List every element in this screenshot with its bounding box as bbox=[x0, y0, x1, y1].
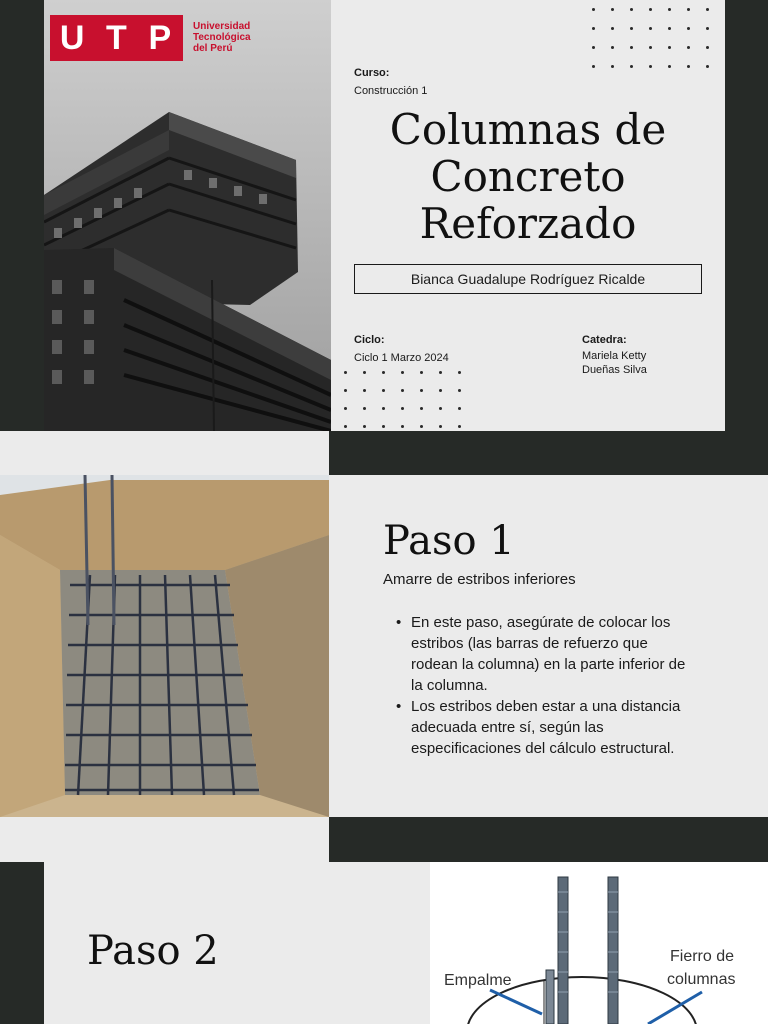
logo-wordmark bbox=[193, 21, 251, 54]
course-label: Curso: bbox=[354, 67, 390, 79]
logo-letter-t: T bbox=[106, 18, 129, 57]
logo-line-1: Universidad bbox=[193, 21, 251, 32]
step1-bullet-list bbox=[393, 612, 693, 759]
cycle-label: Ciclo: bbox=[354, 334, 385, 346]
chair-value-line-1: Mariela Ketty bbox=[582, 350, 647, 362]
list-item: • En este paso, asegúrate de colocar los estribos (las barras de refuerzo que rodean la columna) en la parte inferior de la columna. bbox=[393, 612, 693, 696]
chair-label: Catedra: bbox=[582, 334, 627, 346]
utp-logo bbox=[50, 15, 260, 61]
logo-letter-p: P bbox=[148, 18, 174, 57]
rebar-trench-illustration bbox=[0, 475, 329, 817]
dot-pattern-middle bbox=[344, 371, 461, 428]
building-illustration bbox=[44, 0, 331, 431]
page-title bbox=[340, 106, 716, 247]
right-dark-strip-top bbox=[725, 0, 768, 475]
bars-label-line-2: columnas bbox=[667, 971, 736, 988]
step1-subtitle: Amarre de estribos inferiores bbox=[383, 571, 576, 588]
dot-pattern-top bbox=[592, 8, 709, 68]
splice-diagram bbox=[430, 862, 768, 1024]
list-item: • Los estribos deben estar a una distancia adecuada entre sí, según las especificaciones del cálculo estructural. bbox=[393, 696, 693, 759]
bars-label-line-1: Fierro de bbox=[670, 948, 735, 965]
dark-band-1 bbox=[329, 431, 768, 475]
dark-band-2 bbox=[329, 817, 768, 862]
author-name: Bianca Guadalupe Rodríguez Ricalde bbox=[354, 264, 702, 294]
splice-label: Empalme bbox=[444, 972, 512, 989]
logo-line-3: del Perú bbox=[193, 43, 233, 54]
logo-line-2: Tecnológica bbox=[193, 32, 251, 43]
cycle-value: Ciclo 1 Marzo 2024 bbox=[354, 352, 449, 364]
left-dark-strip-bottom bbox=[0, 862, 44, 1024]
step1-title: Paso 1 bbox=[383, 518, 515, 564]
title-line-2: Concreto bbox=[430, 152, 626, 201]
chair-value-line-2: Dueñas Silva bbox=[582, 364, 647, 376]
title-line-3: Reforzado bbox=[419, 199, 637, 248]
splice-diagram-illustration bbox=[430, 862, 768, 1024]
step2-title: Paso 2 bbox=[87, 928, 219, 974]
rebar-trench-photo bbox=[0, 475, 329, 817]
cover-building-photo bbox=[44, 0, 331, 431]
left-dark-strip-top bbox=[0, 0, 44, 431]
logo-letter-u: U bbox=[59, 18, 87, 57]
course-value: Construcción 1 bbox=[354, 85, 428, 97]
title-line-1: Columnas de bbox=[389, 105, 667, 154]
logo-mark bbox=[50, 15, 183, 61]
